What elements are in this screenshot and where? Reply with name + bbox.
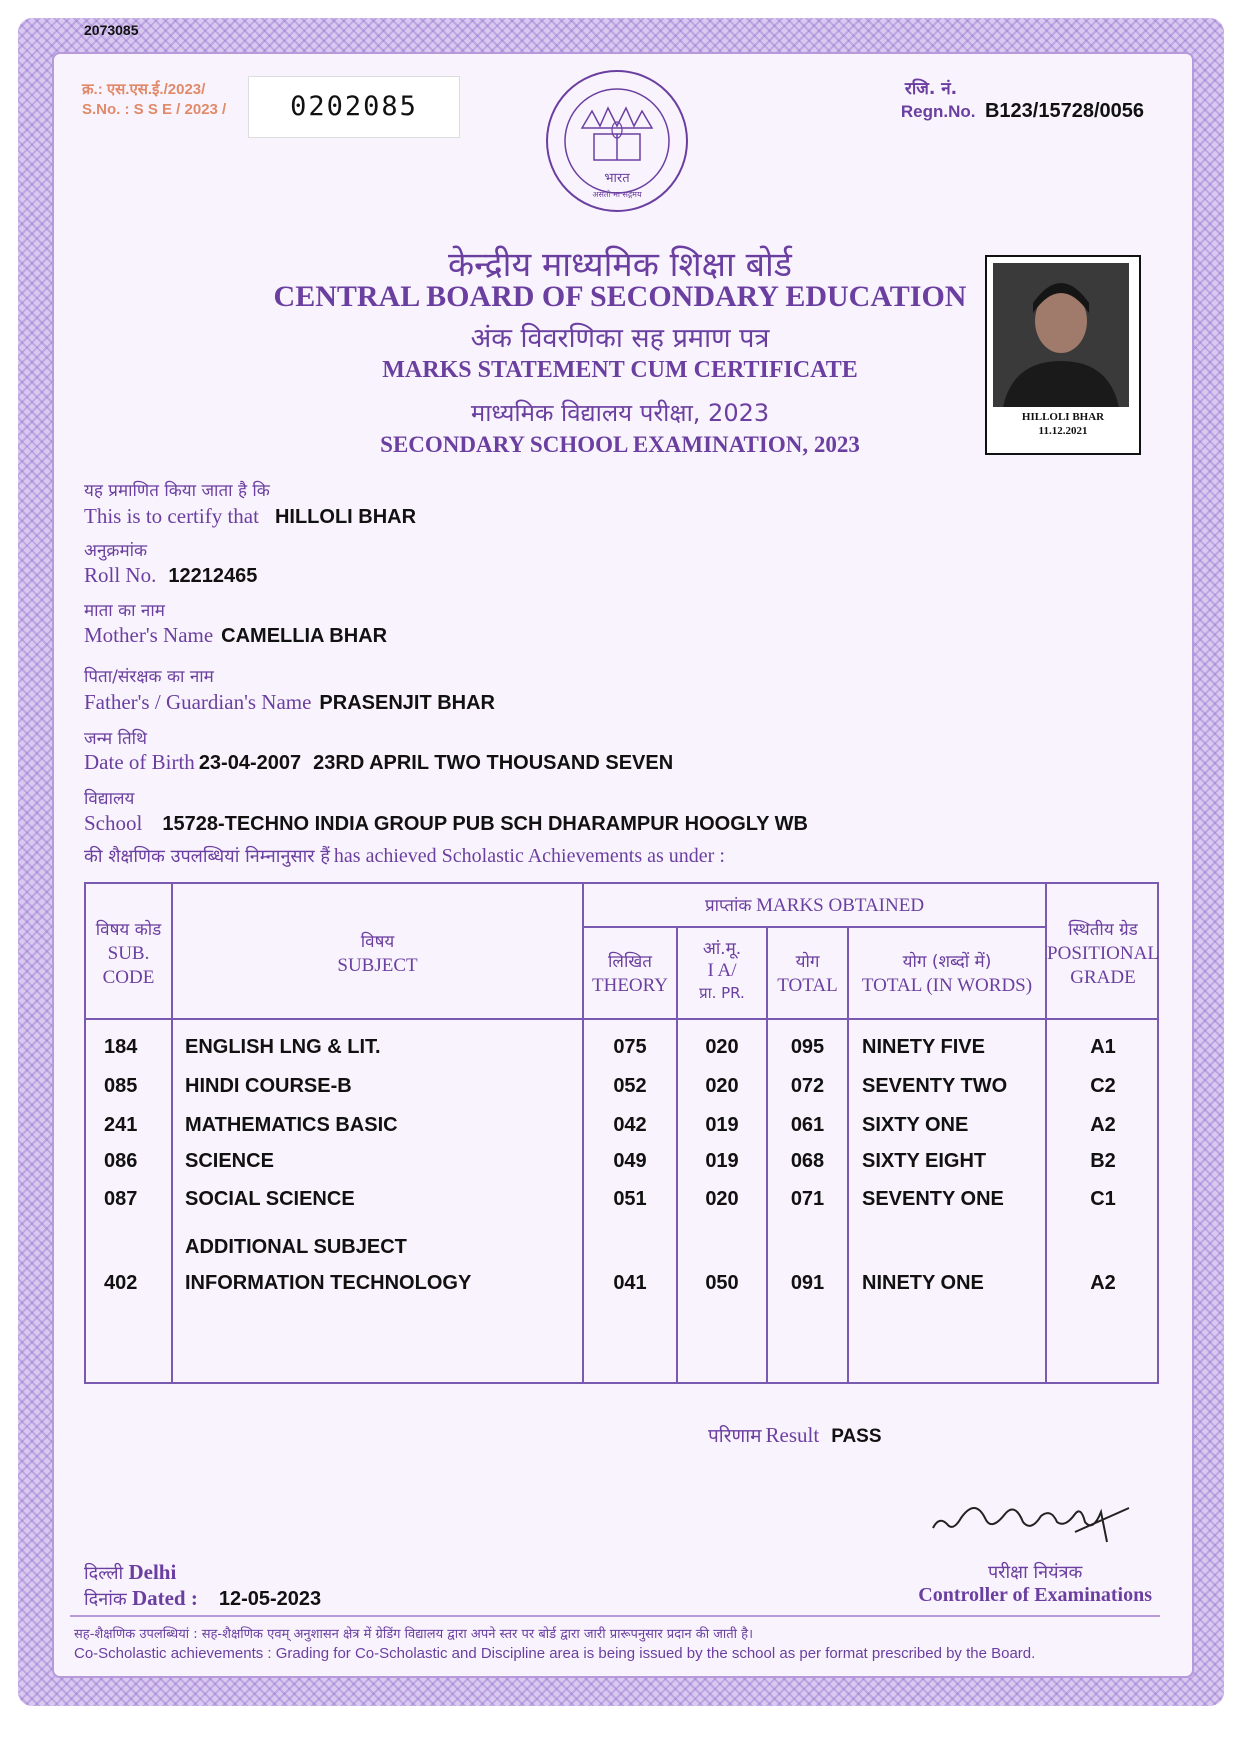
cell-theory: 042 [613,1114,647,1136]
mother-name: CAMELLIA BHAR [221,625,388,647]
top-serial: 2073085 [84,22,139,38]
registration [901,78,1144,123]
dob-words: 23RD APRIL TWO THOUSAND SEVEN [313,752,674,774]
header-marks-hi: प्राप्तांक [704,896,752,916]
header-subject [173,930,582,978]
header-grade-en2: GRADE [1070,967,1136,988]
mother-label-en: Mother's Name [84,623,214,647]
achievement-en: has achieved Scholastic Achievements as under : [333,845,725,867]
header-ia-pr [678,938,766,1004]
cell-total: 095 [790,1036,825,1058]
result-label-en: Result [765,1423,820,1447]
school-name: 15728-TECHNO INDIA GROUP PUB SCH DHARAMPUR HOOGLY WB [162,813,808,835]
dob-label-en: Date of Birth [84,750,195,774]
header-theory-hi: लिखित [608,952,652,972]
cell-subject: MATHEMATICS BASIC [185,1114,398,1136]
board-name-en: CENTRAL BOARD OF SECONDARY EDUCATION [273,280,967,313]
cell-theory: 051 [613,1188,647,1210]
header-total-en: TOTAL [777,975,838,996]
cell-words: NINETY FIVE [862,1036,985,1058]
roll-row [84,563,257,588]
result-value: PASS [831,1426,882,1447]
footer-divider [70,1615,1160,1617]
student-name: HILLOLI BHAR [274,506,417,528]
cell-ia: 050 [705,1272,739,1294]
header-subject-hi: विषय [360,932,395,952]
cell-grade: C2 [1090,1075,1116,1097]
header-pr: प्रा. PR. [699,984,745,1002]
dob-value: 23-04-2007 [198,752,302,774]
footnote-hi: सह-शैक्षणिक उपलब्धियां : सह-शैक्षणिक एवम् अनुशासन क्षेत्र में ग्रेडिंग विद्यालय द्वारा अपने स्तर पर बोर्ड द्वारा जारी प्रारूपनुसार प्रदान की जाती है। [74,1627,754,1642]
cell-code: 087 [104,1188,138,1210]
achievement-hi: की शैक्षणिक उपलब्धियां निम्नानुसार हैं [84,846,330,867]
cell-total: 068 [790,1150,825,1172]
serial-label-hi: क्र.: एस.एस.ई./2023/ [82,81,206,98]
dated-en: Dated : [131,1586,198,1610]
serial-number: 0202085 [248,76,460,138]
cell-theory: 075 [613,1036,647,1058]
certify-row [84,504,416,529]
header-total-words [849,950,1045,998]
signatory [918,1560,1152,1607]
cell-theory: 049 [613,1150,647,1172]
roll-number: 12212465 [168,565,258,587]
photo-image [993,263,1129,407]
additional-subject-label: ADDITIONAL SUBJECT [185,1236,407,1258]
dated-value: 12-05-2023 [218,1588,322,1610]
father-name: PRASENJIT BHAR [319,692,495,714]
dob-row [84,750,673,775]
student-photo [985,255,1141,455]
cell-subject: SCIENCE [185,1150,274,1172]
header-ia-hi: आं.मू. [702,939,742,959]
mother-label-hi: माता का नाम [84,601,165,621]
cell-words: SIXTY ONE [862,1114,969,1136]
header-words-en: TOTAL (IN WORDS) [861,975,1033,996]
result-row [708,1422,882,1448]
certificate-title-en: MARKS STATEMENT CUM CERTIFICATE [382,357,858,383]
header-subject-en: SUBJECT [337,955,418,976]
cell-grade: C1 [1090,1188,1116,1210]
header-sub-code-en2: CODE [102,967,155,988]
cell-subject: SOCIAL SCIENCE [185,1188,355,1210]
signatory-hi: परीक्षा नियंत्रक [987,1562,1083,1583]
cell-grade: B2 [1090,1150,1116,1172]
result-label-hi: परिणाम [708,1425,762,1447]
cell-code: 241 [104,1114,138,1136]
cell-grade: A2 [1090,1272,1116,1294]
person-silhouette-icon [993,263,1129,407]
cell-words: SEVENTY TWO [862,1075,1008,1097]
cell-words: NINETY ONE [862,1272,984,1294]
header-marks-en: MARKS OBTAINED [756,895,925,916]
cell-ia: 020 [705,1036,739,1058]
cell-code: 402 [104,1272,138,1294]
cell-ia: 020 [705,1075,739,1097]
header-grade [1047,918,1159,990]
header-sub-code [86,918,171,990]
cbse-emblem-icon [542,66,692,216]
cell-subject: INFORMATION TECHNOLOGY [185,1272,472,1294]
regn-label-en: Regn.No. [900,102,976,121]
header-ia-en: I A/ [707,960,737,981]
school-label-en: School [84,811,143,835]
cell-subject: HINDI COURSE-B [185,1075,352,1097]
emblem-text: भारत [604,171,630,186]
dated-row [84,1586,321,1611]
header-grade-en1: POSITIONAL [1047,943,1159,964]
photo-name: HILLOLI BHAR [1021,411,1105,423]
cell-theory: 052 [613,1075,647,1097]
dated-hi: दिनांक [84,1589,127,1610]
cell-code: 086 [104,1150,138,1172]
header-total [768,950,847,998]
header-sub-code-hi: विषय कोड [95,920,162,940]
father-label-en: Father's / Guardian's Name [84,690,312,714]
cell-code: 184 [104,1036,138,1058]
cell-theory: 041 [613,1272,647,1294]
place-row [84,1560,176,1585]
serial-label-en: S.No. : S S E / 2023 / [82,101,227,118]
cell-ia: 020 [705,1188,739,1210]
certify-label-en: This is to certify that [84,504,259,528]
school-label-hi: विद्यालय [84,789,135,809]
exam-title-hi: माध्यमिक विद्यालय परीक्षा, 2023 [470,399,770,427]
cell-subject: ENGLISH LNG & LIT. [185,1036,381,1058]
place-en: Delhi [128,1560,177,1584]
header-divider [84,1018,1159,1020]
serial-label [82,80,226,120]
cell-words: SIXTY EIGHT [862,1150,987,1172]
regn-number: B123/15728/0056 [984,100,1144,122]
achievement-line [84,844,725,868]
header-theory-en: THEORY [592,975,668,996]
cell-ia: 019 [705,1114,739,1136]
header-total-hi: योग [795,952,820,972]
signatory-en: Controller of Examinations [918,1584,1152,1606]
footnote-en: Co-Scholastic achievements : Grading for Co-Scholastic and Discipline area is being issued by the school as per format prescribed by the Board. [74,1645,1036,1662]
cell-total: 061 [790,1114,825,1136]
header-sub-code-en1: SUB. [107,943,150,964]
roll-label-hi: अनुक्रमांक [84,541,148,561]
emblem-motto: असतो मा सद्गमय [592,190,642,199]
mother-row [84,623,387,648]
cell-grade: A2 [1090,1114,1116,1136]
photo-date: 11.12.2021 [1038,425,1088,437]
board-name-hi: केन्द्रीय माध्यमिक शिक्षा बोर्ड [447,245,793,285]
header-words-hi: योग (शब्दों में) [902,952,992,972]
header-theory [584,950,676,998]
father-label-hi: पिता/संरक्षक का नाम [84,667,214,687]
regn-label-hi: रजि. नं. [904,79,958,99]
cell-ia: 019 [705,1150,739,1172]
father-row [84,690,495,715]
certificate-title-hi: अंक विवरणिका सह प्रमाण पत्र [470,323,770,354]
dob-label-hi: जन्म तिथि [84,729,147,749]
cell-code: 085 [104,1075,138,1097]
exam-title-en: SECONDARY SCHOOL EXAMINATION, 2023 [380,432,860,457]
school-row [84,811,808,836]
place-hi: दिल्ली [84,1563,124,1584]
row-divider [582,926,1047,928]
cell-total: 091 [790,1272,825,1294]
cell-total: 071 [790,1188,825,1210]
certify-label-hi: यह प्रमाणित किया जाता है कि [84,481,270,501]
header-marks-obtained [584,894,1045,918]
cell-words: SEVENTY ONE [862,1188,1004,1210]
signature-icon [925,1488,1135,1558]
roll-label-en: Roll No. [84,563,157,587]
cell-total: 072 [790,1075,825,1097]
header-grade-hi: स्थितीय ग्रेड [1068,920,1138,940]
cell-grade: A1 [1090,1036,1116,1058]
